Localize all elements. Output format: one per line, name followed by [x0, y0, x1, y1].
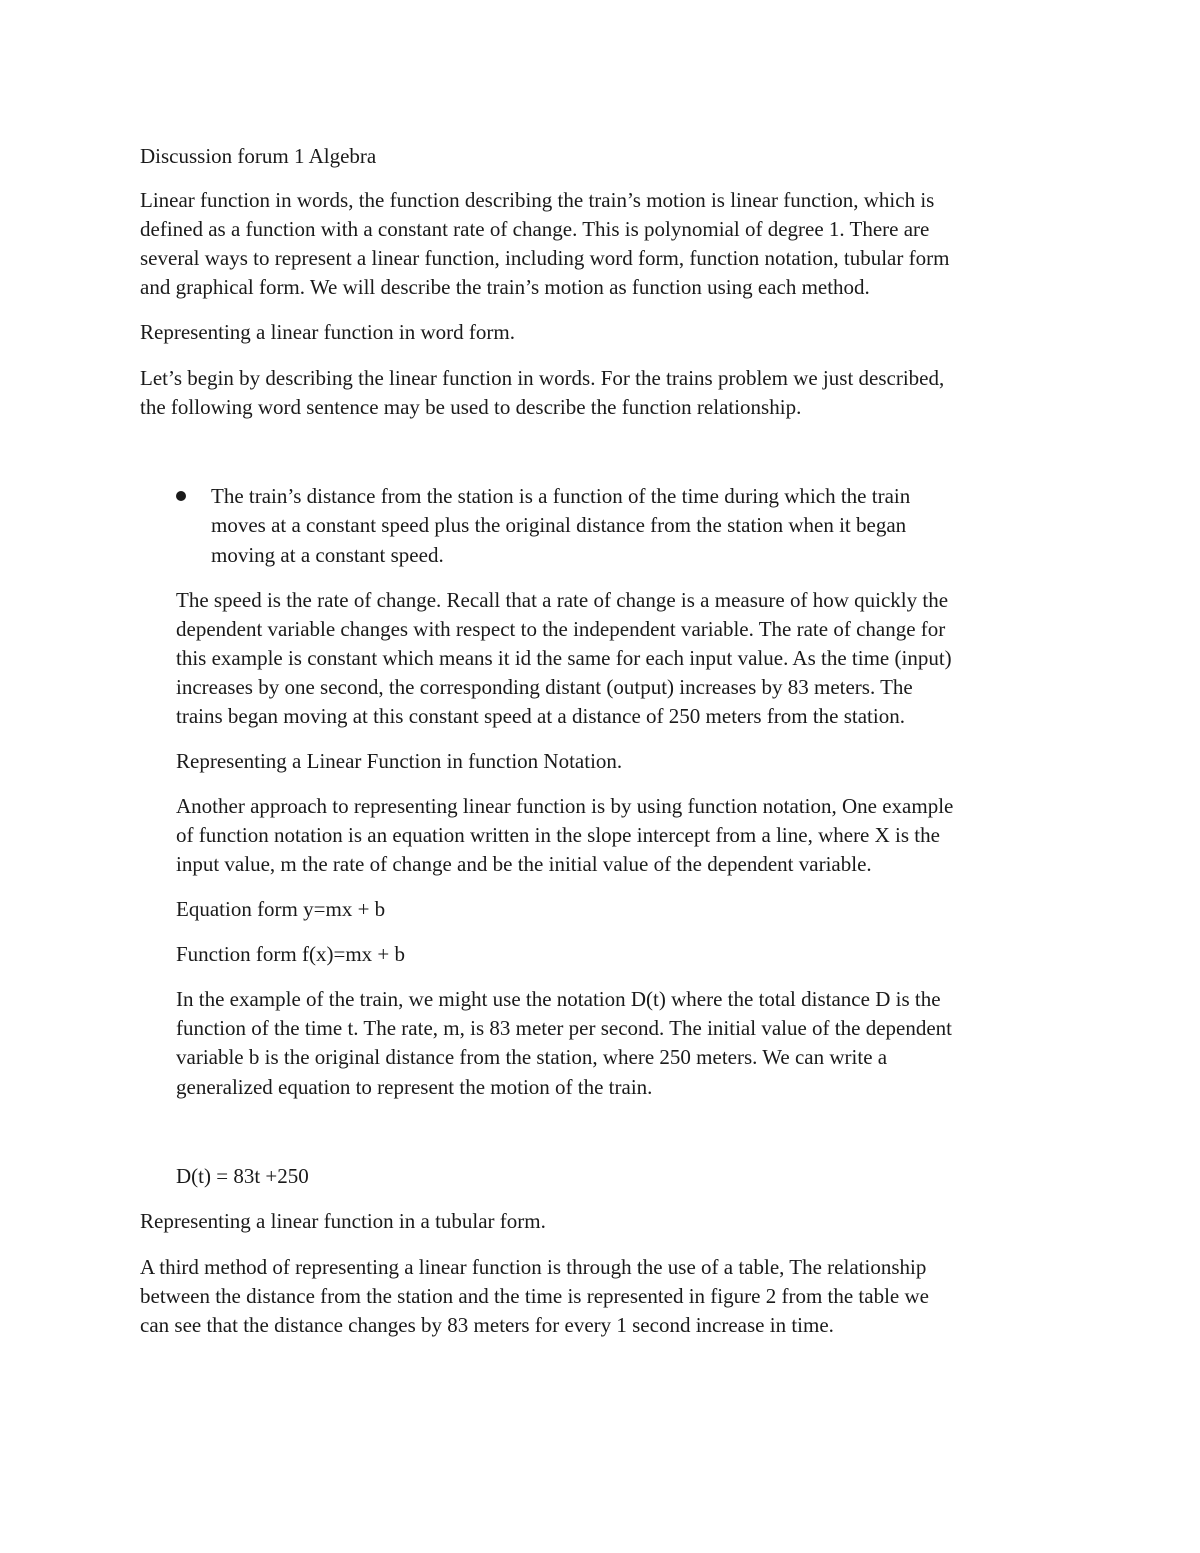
bullet-line-3: moving at a constant speed.: [211, 543, 444, 567]
speed-line-1: The speed is the rate of change. Recall that a rate of change is a measure of how quickly the: [176, 588, 949, 612]
intro-line-2: defined as a function with a constant rate of change. This is polynomial of degree 1. There are: [140, 217, 930, 241]
speed-line-3: this example is constant which means it id the same for each input value. As the time (input): [176, 646, 952, 670]
word-form-intro-line-2: the following word sentence may be used to describe the function relationship.: [140, 395, 802, 419]
equation-form: Equation form y=mx + b: [176, 897, 386, 921]
notation-line-2: of function notation is an equation written in the slope intercept from a line, where X is the: [176, 823, 940, 847]
train-example-line-4: generalized equation to represent the motion of the train.: [176, 1075, 653, 1099]
tabular-heading: Representing a linear function in a tubular form.: [140, 1209, 546, 1233]
tabular-line-2: between the distance from the station and the time is represented in figure 2 from the table we: [140, 1284, 929, 1308]
word-form-heading: Representing a linear function in word form.: [140, 320, 515, 344]
speed-line-5: trains began moving at this constant speed at a distance of 250 meters from the station.: [176, 704, 905, 728]
bullet-line-1: The train’s distance from the station is a function of the time during which the train: [211, 484, 911, 508]
tabular-line-1: A third method of representing a linear function is through the use of a table, The relationship: [140, 1255, 927, 1279]
speed-line-4: increases by one second, the corresponding distant (output) increases by 83 meters. The: [176, 675, 913, 699]
train-equation: D(t) = 83t +250: [176, 1164, 309, 1188]
word-form-intro-line-1: Let’s begin by describing the linear function in words. For the trains problem we just described,: [140, 366, 945, 390]
document-title: Discussion forum 1 Algebra: [140, 144, 377, 168]
notation-heading: Representing a Linear Function in function Notation.: [176, 749, 623, 773]
speed-line-2: dependent variable changes with respect to the independent variable. The rate of change for: [176, 617, 946, 641]
train-example-line-2: function of the time t. The rate, m, is 83 meter per second. The initial value of the dependent: [176, 1016, 952, 1040]
intro-line-3: several ways to represent a linear function, including word form, function notation, tubular form: [140, 246, 950, 270]
intro-line-4: and graphical form. We will describe the train’s motion as function using each method.: [140, 275, 870, 299]
train-example-line-1: In the example of the train, we might use the notation D(t) where the total distance D is the: [176, 987, 941, 1011]
intro-line-1: Linear function in words, the function describing the train’s motion is linear function, which is: [140, 188, 935, 212]
notation-line-1: Another approach to representing linear function is by using function notation, One example: [176, 794, 954, 818]
tabular-line-3: can see that the distance changes by 83 meters for every 1 second increase in time.: [140, 1313, 834, 1337]
bullet-dot-icon: [176, 491, 186, 501]
function-form: Function form f(x)=mx + b: [176, 942, 405, 966]
train-example-line-3: variable b is the original distance from the station, where 250 meters. We can write a: [176, 1045, 888, 1069]
notation-line-3: input value, m the rate of change and be the initial value of the dependent variable.: [176, 852, 872, 876]
bullet-line-2: moves at a constant speed plus the original distance from the station when it began: [211, 513, 907, 537]
